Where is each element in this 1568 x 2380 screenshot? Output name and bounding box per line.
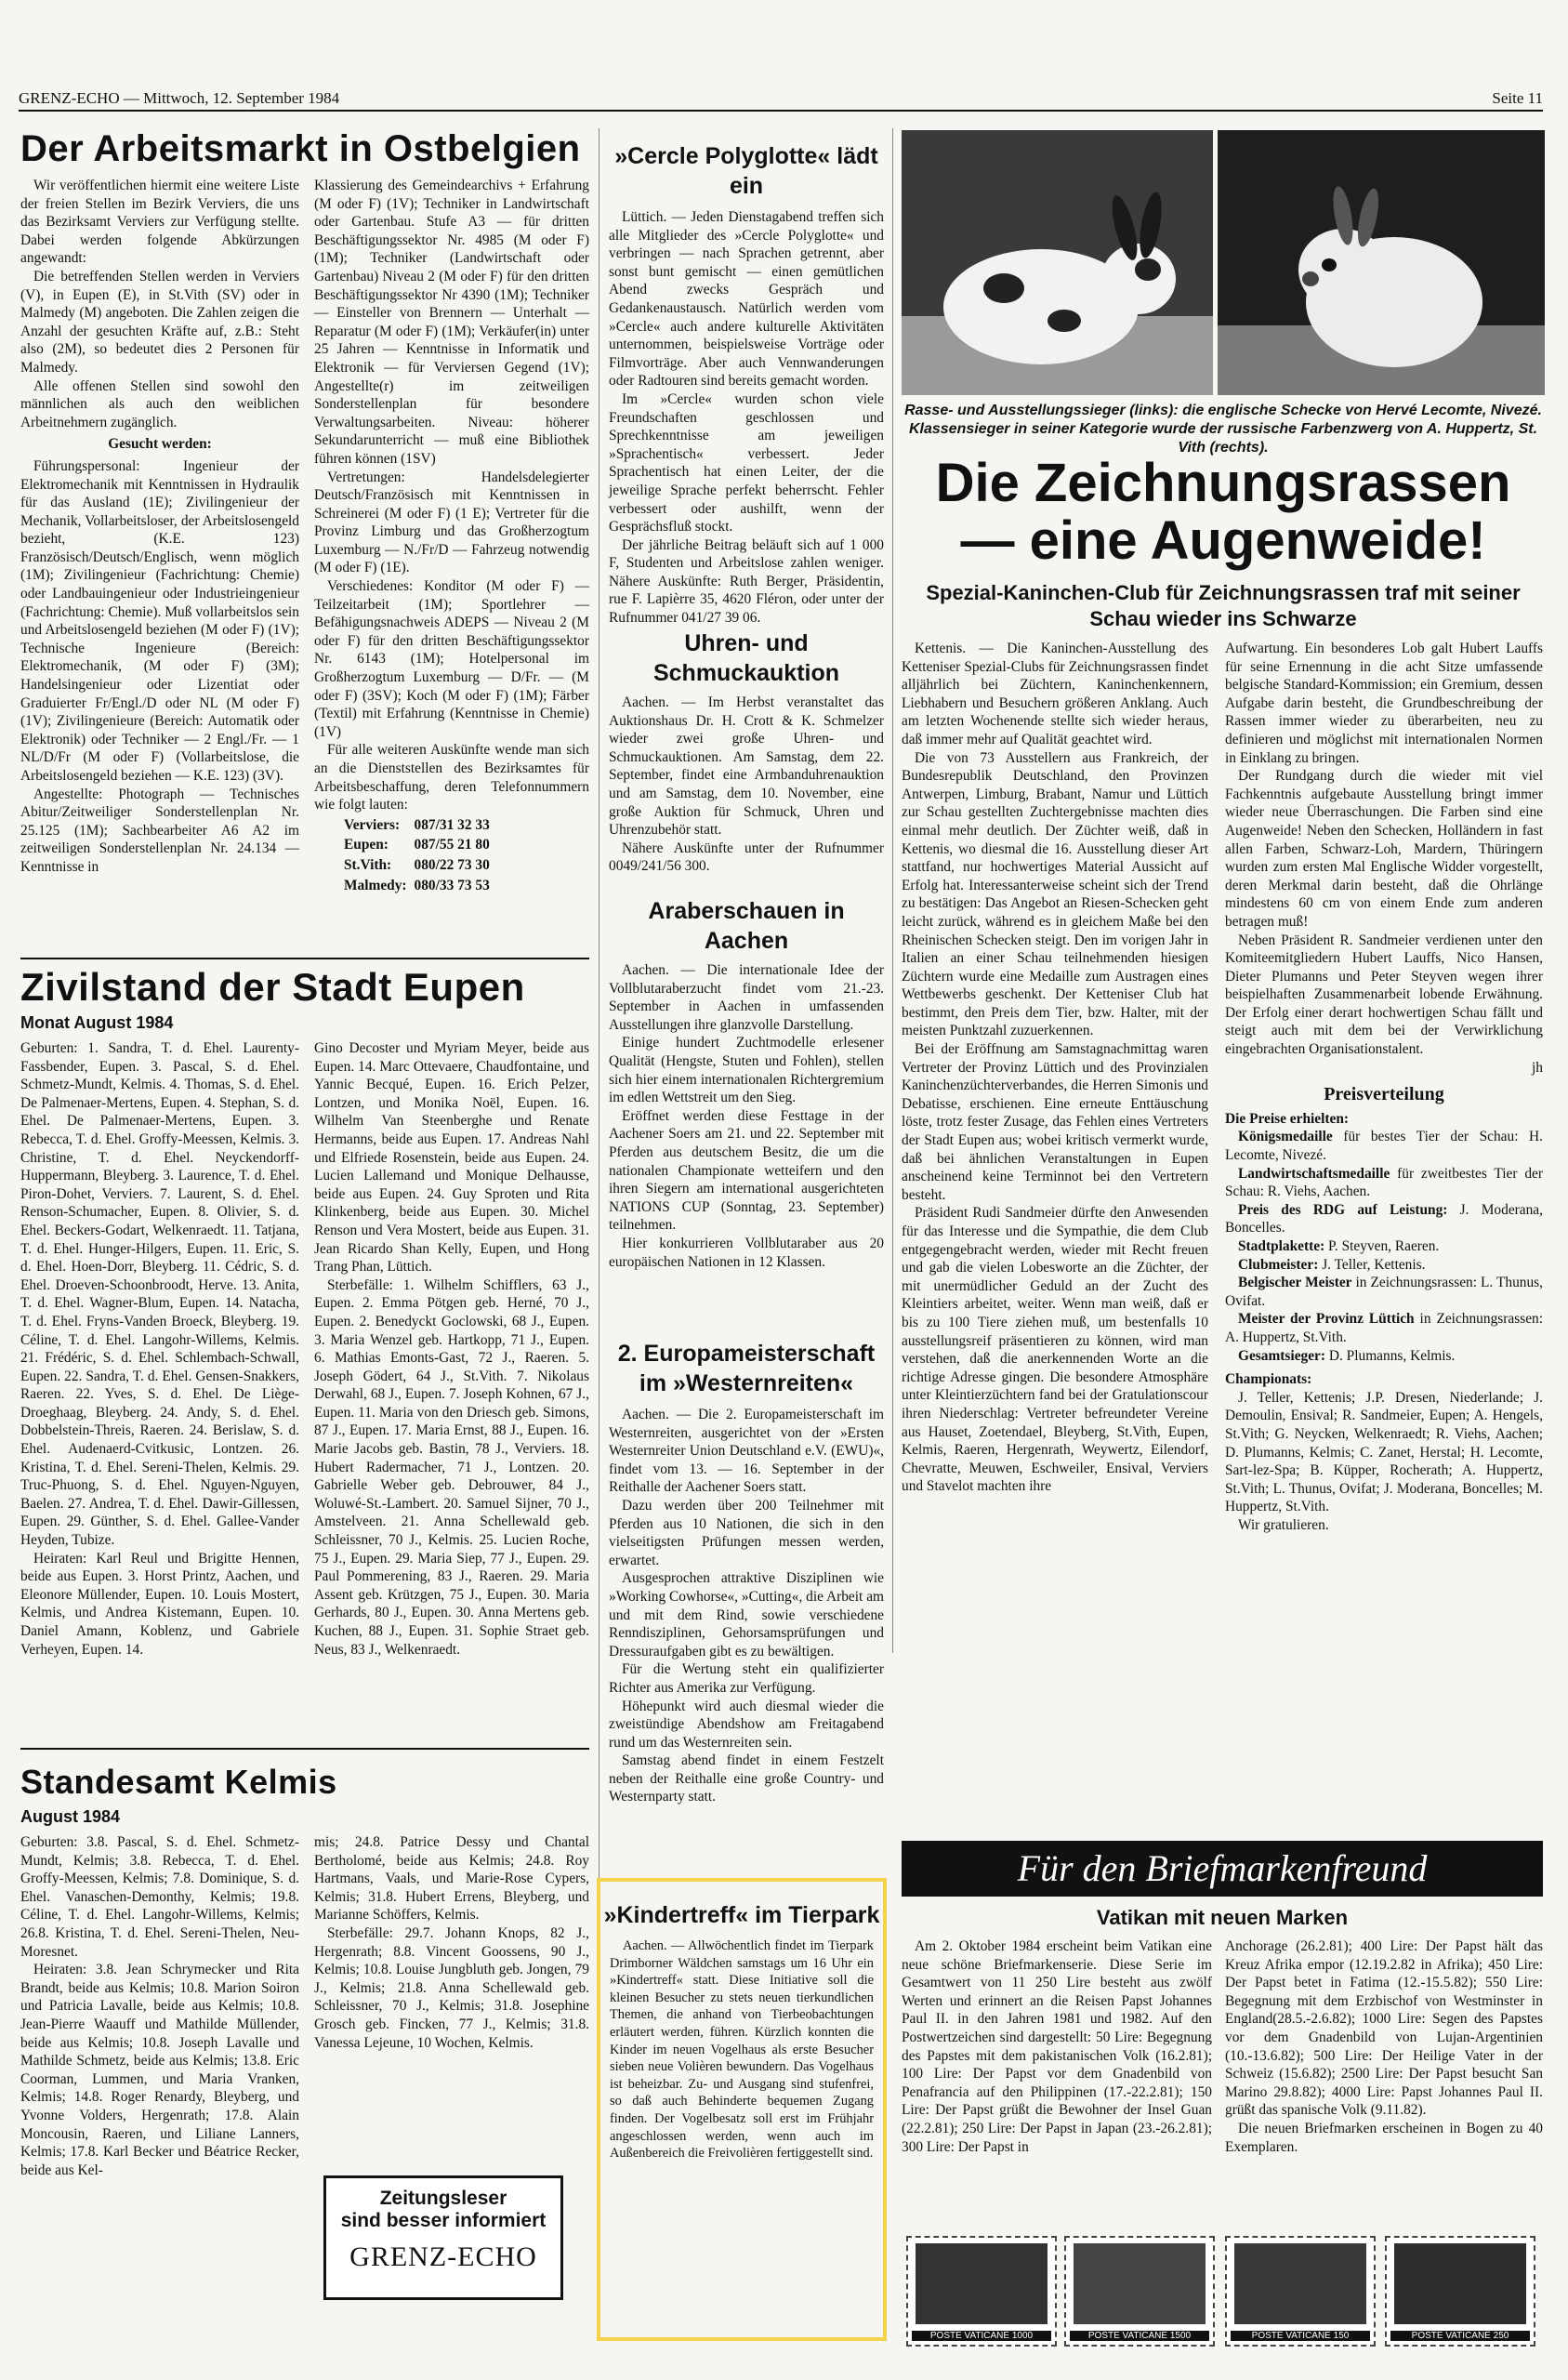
column-rule	[892, 128, 893, 1653]
preis-winner: in Zeichnungsrassen: A. Huppertz, St.Vith.	[1225, 1311, 1543, 1345]
stamp-4	[1385, 2236, 1535, 2347]
briefmarken-text-3: Die neuen Briefmarken erscheinen in Bogen zu 40 Exemplaren.	[1225, 2120, 1543, 2155]
kindertreff-article	[600, 1937, 883, 2162]
stamp-2	[1064, 2236, 1215, 2347]
europa-text-4: Für die Wertung steht ein qualifizierter Richter aus Amerika zur Verfügung.	[609, 1661, 884, 1696]
stamp-image	[1394, 2243, 1526, 2324]
briefmarken-col-2	[1225, 1937, 1543, 2156]
preis-name: Königsmedaille	[1238, 1129, 1333, 1145]
uhren-headline: Uhren- und Schmuckauktion	[652, 630, 840, 686]
preis-item	[1225, 1165, 1543, 1201]
kaninchen-text-5: Aufwartung. Ein besonderes Lob galt Hubert Lauffs für seine Ernennung in die acht Sitze umfassende belgische Standard-Kommission; ein Gremium, dessen Aufgabe darin besteht, die Grundbeschreibung der Rassen immer wieder zu überarbeiten, neu zu definieren und möglichst mit internationalen Normen in Einklang zu bringen.	[1225, 641, 1543, 766]
araber-article	[609, 961, 884, 1271]
divider	[20, 1748, 589, 1750]
zivilstand-sterbefaelle: Sterbefälle: 1. Wilhelm Schifflers, 63 J., Eupen. 2. Emma Pötgen geb. Herné, 70 J., Eupen. 2. Benedyckt Goclowski, 68 J., Eupen. 3. Maria Wenzel geb. Hartkopp, 71 J., Eupen. 6. Mathias Emonts-Gast, 72 J., Raeren. 5. Joseph Gödert, 64 J., St.Vith. 7. Nikolaus Derwahl, 68 J., Eupen. 7. Joseph Kohnen, 67 J., Eupen. 11. Maria von den Driesch geb. Simons, 87 J., Eupen. 17. Maria Ernst, 88 J., Eupen. 16. Marie Jacobs geb. Bastin, 78 J., Verviers. 18. Hubert Radermacher, 71 J., Lontzen. 20. Gabrielle Weber geb. Debrouwer, 84 J., Woluwé-St.-Lambert. 20. Samuel Sijner, 70 J., Amstelveen. 21. Anna Schellewald geb. Schleissner, 70 J., Kelmis. 25. Lucien Roche, 75 J., Eupen. 29. Maria Siep, 77 J., Eupen. 29. Paul Pommerening, 83 J., Raeren. 29. Maria Assent geb. Krützgen, 75 J., Eupen. 30. Maria Gerhards, 80 J., Eupen. 30. Anna Mertens geb. Kuchen, 88 J., Eupen. 31. Sophie Straet geb. Neus, 83 J., Welkenraedt.	[314, 1276, 589, 1658]
kaninchen-subtitle: Spezial-Kaninchen-Club für Zeichnungsrassen traf mit seiner Schau wieder ins Schwarze	[926, 581, 1521, 630]
kaninchen-signature: jh	[1532, 1059, 1543, 1076]
arbeitsmarkt-gesucht: Gesucht werden:	[108, 436, 212, 453]
stamp-1	[906, 2236, 1057, 2347]
standesamt-col-1	[20, 1833, 299, 2179]
cercle-article	[609, 208, 884, 628]
araber-text-4: Hier konkurrieren Vollblutaraber aus 20 europäischen Nationen in 12 Klassen.	[609, 1235, 884, 1270]
briefmarken-text-1: Am 2. Oktober 1984 erscheint beim Vatikan eine neue schöne Briefmarkenserie. Diese Serie im Gesamtwert von 11 250 Lire besteht aus zwölf Werten und erinnert an die Reisen Papst Johannes Paul II. in den Jahren 1981 und 1982. Auf den Postwertzeichen sind dargestellt: 50 Lire: Begegnung des Papstes mit dem pakistanischen Volk (16.2.81); 100 Lire: Der Papst vor dem Gnadenbild von Penafrancia auf den Philippinen (17.-22.2.81); 150 Lire: Der Papst grüßt die Bewohner der Insel Guan (22.2.81); 250 Lire: Der Papst in Japan (23.-26.2.81); 300 Lire: Der Papst in	[902, 1938, 1212, 2155]
kaninchen-text-2: Die von 73 Ausstellern aus Frankreich, der Bundesrepublik Deutschland, den Provinzen Antwerpen, Limburg, Brabant, Namur und Lüttich zur Schau gestellten Zuchtergebnisse machten dies einmal mehr deutlich. Der Züchter weiß, daß in Kettenis, wo diesmal die 16. Ausstellung dieser Art stattfand, nur hochwertiges Material Aussicht auf Erfolg hat. Interessanterweise scheint sich der Trend zu bestätigen: Das Angebot an Riesen-Schecken geht leicht zurück, während es in gleichem Maße bei den Rheinischen Schecken steigt. Den im vorigen Jahr in Italien an einer Schau teilnehmenden hiesigen Züchtern wurde eine Medaille zum Austragen eines Wettbewerbs geschenkt. Der Ketteniser Club hat bestimmt, den Preis dem Tier, bzw. Halter, mit der meisten Punktzahl zuzuerkennen.	[902, 749, 1208, 1039]
zivilstand-col-2	[314, 1039, 589, 1659]
standesamt-col-2	[314, 1833, 589, 2052]
stamp-image	[916, 2243, 1048, 2324]
kaninchen-text-6: Der Rundgang durch die wieder mit viel Fachkenntnis aufgebaute Ausstellung bringt immer wieder neue Überraschungen. Die Farben sind eine Augenweide! Neben den Schecken, Holländern in fast allen Farben, Schwarz-Loh, Mardern, Thüringern wurden zum ersten Mal Englische Widder vorgestellt, deren Merkmal darin besteht, daß die Ohrlänge mindestens 60 cm von einem Ende zum anderen betragen muß!	[1225, 768, 1543, 930]
kaninchen-col-1	[902, 640, 1208, 1496]
preis-name: Clubmeister:	[1238, 1256, 1319, 1273]
phone-number: 080/33 73 53	[414, 877, 490, 893]
preis-item	[1225, 1256, 1543, 1275]
zivilstand-heiraten-continued: Gino Decoster und Myriam Meyer, beide aus Eupen. 14. Marc Ottevaere, Chaudfontaine, und Yannic Becqué, Eupen. 16. Erich Pelzer, Lontzen, und Monika Noël, Eupen. 16. Wilhelm Van Steenberghe und Renate Hermanns, beide aus Eupen. 17. Andreas Nahl und Elfriede Rosenstein, beide aus Eupen. 24. Lucien Lallemand und Monique Delhausse, beide aus Eupen. 24. Guy Sproten und Rita Klinkenberg, beide aus Eupen. 30. Michel Renson und Vera Mostert, beide aus Eupen. 31. Jean Ricardo Shan Kelly, Eupen, und Hong Trang Phan, Lüttich.	[314, 1040, 589, 1276]
preis-winner: J. Moderana, Boncelles.	[1225, 1201, 1543, 1236]
araber-headline: Araberschauen in Aachen	[648, 898, 845, 954]
phone-place: Malmedy:	[344, 877, 407, 893]
rabbit-photo-left-image	[902, 130, 1213, 395]
kindertreff-box	[597, 1878, 887, 2341]
standesamt-heiraten: Heiraten: 3.8. Jean Schrymecker und Rita Brandt, beide aus Kelmis; 10.8. Marion Soiron und Patricia Lavalle, beide aus Kelmis; 10.8. Jean-Pierre Waauff und Mathilde Müllender, beide aus Kelmis; 10.8. Joseph Lavalle und Mathilde Schmetz, beide aus Kelmis; 13.8. Eric Coorman, Lummen, und Maria Vranken, Kelmis; 14.8. Roger Renardy, Bleyberg, und Yvonne Volders, Hergenrath; 17.8. Alain Moncousin, Raeren, und Liliane Lanners, Kelmis; 17.8. Karl Becker und Béatrice Recker, beide aus Kel-	[20, 1962, 299, 2178]
arbeitsmarkt-intro: Wir veröffentlichen hiermit eine weitere Liste der freien Stellen im Bezirk Verviers, die uns das Bezirksamt Verviers zur Verfügung stellte. Dabei werden folgende Abkürzungen angewandt:	[20, 178, 299, 267]
arbeitsmarkt-angestellte: Angestellte: Photograph — Technisches Abitur/Zeitweiliger Sonderstellenplan Nr. 25.125 (1M); Sachbearbeiter A6 A2 im zeitweiligen Sonderstellenplan Nr. 24.134 — Kenntnisse in	[20, 786, 299, 875]
preis-name: Meister der Provinz Lüttich	[1238, 1311, 1415, 1328]
rabbit-photo-caption: Rasse- und Ausstellungssieger (links): die englische Schecke von Hervé Lecomte, Nivezé. Klassensieger in seiner Kategorie wurde der russische Farbenzwerg von A. Huppertz, St. Vith (rechts).	[904, 403, 1542, 456]
preis-winner: J. Teller, Kettenis.	[1318, 1256, 1426, 1273]
europa-text-3: Ausgesprochen attraktive Disziplinen wie »Working Cowhorse«, »Cutting«, die Arbeit am und mit dem Rind, sowie verschiedene Renndisziplinen, Gehorsamsprüfungen und Dressuraufgaben gibt es zu bewältigen.	[609, 1570, 884, 1659]
briefmarken-banner: Für den Briefmarkenfreund	[902, 1841, 1543, 1897]
standesamt-heiraten-continued: mis; 24.8. Patrice Dessy und Chantal Bertholomé, beide aus Kelmis; 24.8. Roy Hartmans, Vaals, und Marie-Rose Cypers, Kelmis; 31.8. Hubert Errens, Bleyberg, und Marianne Schöffers, Kelmis.	[314, 1834, 589, 1924]
masthead	[19, 89, 1543, 112]
araber-text-2: Einige hundert Zuchtmodelle erlesener Qualität (Hengste, Stuten und Fohlen), stellen sich hier einem internationalen Richtergremium im edlen Wettstreit um den Sieg.	[609, 1035, 884, 1106]
standesamt-sterbefaelle: Sterbefälle: 29.7. Johann Knops, 82 J., Hergenrath; 8.8. Vincent Goossens, 90 J., Kelmis; 10.8. Louise Jungbluth geb. Jongen, 79 J., Kelmis; 21.8. Anna Schellewald geb. Schleissner, 70 J., Kelmis; 31.8. Josephine Grosch geb. Fincken, 77 J., Kelmis; 31.8. Vanessa Lejeune, 10 Wochen, Kelmis.	[314, 1924, 589, 2051]
stamp-label: POSTE VATICANE 1000	[912, 2331, 1051, 2341]
stamp-label: POSTE VATICANE 250	[1390, 2331, 1530, 2341]
zivilstand-heiraten: Heiraten: Karl Reul und Brigitte Hennen, beide aus Eupen. 3. Horst Printz, Aachen, und Eleonore Müllender, Eupen. 10. Louis Mostert, Kelmis, und Andrea Kistemann, Eupen. 10. Daniel Amann, Koblenz, und Gabriele Verheyen, Eupen. 14.	[20, 1550, 299, 1658]
arbeitsmarkt-verschiedenes: Verschiedenes: Konditor (M oder F) — Teilzeitarbeit (1M); Sportlehrer — Befähigungsnachweis ADEPS — Niveau 2 (M oder F) für den dritten Beschäftigungssektor Nr. 6143 (1M); Hotelpersonal im Großherzogtum Luxemburg — D/Fr. — (M oder F) (3SV); Koch (M oder F) (1M); Färber (Textil) mit Erfahrung (Kenntnisse in Chemie) (1V)	[314, 578, 589, 740]
arbeitsmarkt-phone-table	[342, 814, 497, 896]
phone-place: Verviers:	[344, 816, 401, 833]
championats-list: J. Teller, Kettenis; J.P. Dresen, Niederlande; J. Demoulin, Ensival; R. Sandmeier, Eupen; A. Hengels, St.Vith; G. Neycken, Welkenraedt; R. Viehs, Aachen; D. Plumanns, Kelmis; C. Zanet, Herstal; H. Lecomte, Sart-lez-Spa; B. Küpper, Rocherath; A. Huppertz, St.Vith; L. Thunus, Ovifat; J. Moderana, Boncelles; M. Huppertz, St.Vith.	[1225, 1389, 1543, 1515]
kaninchen-text-7: Neben Präsident R. Sandmeier verdienen unter den Komiteemitgliedern Hubert Lauffs, Nico Hansen, Dieter Plumanns und Peter Steyven wegen ihrer beispielhaften Zusammenarbeit lobende Erwähnung. Der Erfolg einer derart hochwertigen Schau fällt und steigt auch mit dem bei der Verwirklichung eingebrachten Organisationstalent.	[1225, 932, 1543, 1058]
cercle-headline: »Cercle Polyglotte« lädt ein	[614, 143, 878, 199]
kindertreff-text: Aachen. — Allwöchentlich findet im Tierpark Drimborner Wäldchen samstags um 16 Uhr ein »Kindertreff« statt. Diese Initiative soll die kleinen Besucher zu stets neuen tierkundlichen Themen, die anhand von Tierbeobachtungen erläutert werden, führen. Kürzlich konnten die Kinder im neuen Vogelhaus als erste Besucher sieben neue Volièren bewundern. Das Vogelhaus ist beheizbar. Zu- und Ausgang sind stufenfrei, so daß auch Behinderte bequemen Zugang finden. Der Vogelbesatz soll erst im Frühjahr angeschlossen werden, wenn auch im Außenbereich die Freivolièren fertiggestellt sind.	[610, 1938, 874, 2162]
standesamt-geburten: Geburten: 3.8. Pascal, S. d. Ehel. Schmetz-Mundt, Kelmis; 3.8. Rebecca, T. d. Ehel. Groffy-Meessen, Kelmis; 7.8. Dominique, S. d. Ehel. Vanaschen-Demonthy, Kelmis; 19.8. Céline, T. d. Ehel. Langohr-Willems, Kelmis; 26.8. Kristina, T. d. Ehel. Sereni-Thelen, Neu-Moresnet.	[20, 1834, 299, 1960]
europa-text-6: Samstag abend findet in einem Festzelt neben der Reithalle eine große Country- und Westernparty statt.	[609, 1752, 884, 1805]
europa-text-1: Aachen. — Die 2. Europameisterschaft im Westernreiten, ausgerichtet von der »Ersten Westernreiter Union Deutschland e.V. (EWU)«, findet vom 13. — 16. September in der Reithalle der Aachener Soers statt.	[609, 1407, 884, 1496]
preis-name: Stadtplakette:	[1238, 1238, 1325, 1254]
europa-headline: 2. Europameisterschaft im »Westernreiten«	[617, 1341, 876, 1396]
phone-row	[344, 816, 495, 835]
briefmarken-col-1	[902, 1937, 1212, 2156]
stamp-3	[1225, 2236, 1376, 2347]
preis-heading: Preisverteilung	[1324, 1084, 1444, 1105]
cercle-text-2: Im »Cercle« wurden schon viele Freundschaften geschlossen und Sprechkenntnisse am jeweiligen »Sprachentisch« verbessert. Jeder Sprachentisch hat einen Leiter, der die jeweilige Sprache perfekt beherrscht. Fehler verbessert oder aushilft, wenn der Gesprächsfluß stockt.	[609, 390, 884, 536]
rabbit-photo-right	[1218, 130, 1545, 395]
divider	[20, 958, 589, 959]
kaninchen-col-2	[1225, 640, 1543, 1535]
preis-item	[1225, 1201, 1543, 1237]
arbeitsmarkt-fuehrung: Führungspersonal: Ingenieur der Elektromechanik mit Kenntnissen in Hydraulik für das Ausland (1E); Zivilingenieur der Mechanik, Vollarbeitsloser, der Arbeitslosengeld bezieht, (K.E. 123) Französisch/Deutsch/Englisch, wenn möglich (1M); Zivilingenieur (Fachrichtung: Chemie) oder Landbauingenieur oder Industrieingenieur (Fachrichtung: Chemie). Muß vollarbeitslos sein und Arbeitslosengeld beziehen (M oder F) (1V); Technische Ingenieure (Bereich: Elektromechanik, (M oder F) (3M); Handelsingenieur oder Lizentiat oder Graduierter Fr/Engl./D oder NL (M oder F) (1V); Zivilingenieure (Bereich: Automatik oder Elektronik) oder Techniker — 2 Engl./Fr. — 1 NL/D/Fr (M oder F) (Vollarbeitslose, die Arbeitslosengeld beziehen — K.E. 123) (3V).	[20, 457, 299, 784]
arbeitsmarkt-continued: Klassierung des Gemeindearchivs + Erfahrung (M oder F) (1V); Techniker in Landwirtschaft oder Gartenbau. Stufe A3 — für dritten Beschäftigungssektor Nr. 4985 (M oder F) (1M); Techniker (Landwirtschaft oder Gartenbau) Niveau 2 (M oder F) für den dritten Beschäftigungssektor Nr 4390 (1M); Techniker — Einsteller von Brennern — Unterhalt — Reparatur (M oder F) (1M); Verkäufer(in) unter 25 Jahren — Kenntnisse in Informatik und Elektronik — für Verviersen Gegend (1V); Angestellte(r) im zeitweiligen Sonderstellenplan für besondere Verwaltungsarbeiten. Niveau: höherer Sekundarunterricht — muß eine Bibliothek führen können (1SV)	[314, 178, 589, 467]
phone-number: 087/31 32 33	[414, 816, 490, 833]
stamp-label: POSTE VATICANE 150	[1231, 2331, 1370, 2341]
europa-text-2: Dazu werden über 200 Teilnehmer mit Pferden aus 10 Nationen, die sich in den vielseitigsten Prüfungen messen werden, erwartet.	[609, 1497, 884, 1568]
grenz-echo-ad	[323, 2175, 563, 2300]
phone-row	[344, 836, 495, 854]
uhren-article	[609, 694, 884, 876]
arbeitsmarkt-auskuenfte: Für alle weiteren Auskünfte wende man sich an die Dienststellen des Bezirksamtes für Arbeitsbeschaffung, deren Telefonnummern wie folgt lauten:	[314, 742, 589, 813]
phone-number: 080/22 73 30	[414, 856, 490, 873]
preis-item	[1225, 1310, 1543, 1346]
preis-item	[1225, 1347, 1543, 1366]
arbeitsmarkt-vertretungen: Vertretungen: Handelsdelegierter Deutsch/Französisch mit Kenntnissen in Schreinerei (M oder F) (1 E); Vertreter für die Provinz Limburg und das Großherzogtum Luxemburg — N./Fr/D — Fahrzeug notwendig (M oder F) (1E).	[314, 469, 589, 576]
kaninchen-headline-1: Die Zeichnungsrassen	[935, 453, 1511, 513]
arbeitsmarkt-explain: Die betreffenden Stellen werden in Verviers (V), in Eupen (E), in St.Vith (SV) oder in Malmedy (M) angeboten. Die Zahlen zeigen die Anzahl der gesuchten Kräfte auf, z.B.: Steht also (2M), so bedeutet dies 2 Personen für Malmedy.	[20, 268, 299, 376]
preis-name: Landwirtschaftsmedaille	[1238, 1165, 1390, 1182]
phone-row	[344, 856, 495, 875]
kaninchen-text-1: Kettenis. — Die Kaninchen-Ausstellung des Ketteniser Spezial-Clubs für Zeichnungsrassen findet alljährlich bei Züchtern, Kaninchenkennern, Liebhabern und Besuchern größeren Anklang. Auch am letzten Wochenende stellte sich wieder heraus, daß immer mehr auf Qualität geachtet wird.	[902, 641, 1208, 747]
rabbit-photo-right-image	[1218, 130, 1545, 395]
araber-text-1: Aachen. — Die internationale Idee der Vollblutaraberzucht findet vom 21.-23. September in Aachen in umfassenden Ausstellungen ihre glanzvolle Darstellung.	[609, 962, 884, 1033]
arbeitsmarkt-col-1	[20, 177, 299, 877]
briefmarken-headline: Vatikan mit neuen Marken	[1096, 1906, 1349, 1929]
europa-text-5: Höhepunkt wird auch diesmal wieder die zweistündige Abendshow am Freitagabend rund um das Westernreiten sein.	[609, 1698, 884, 1751]
cercle-text-1: Lüttich. — Jeden Dienstagabend treffen sich alle Mitglieder des »Cercle Polyglotte« und verbringen — nach Sprachen getrennt, aber sonst bunt gemischt — einen gemütlichen Abend zwecks Gespräch und Gedankenaustausch. Natürlich werden vom »Cercle« auch andere kulturelle Aktivitäten unternommen, beispielsweise Vorträge oder Filmvorträge. Aber auch Vennwanderungen oder Radtouren sind bereits gemacht worden.	[609, 209, 884, 390]
standesamt-headline: Standesamt Kelmis	[20, 1763, 337, 1801]
stamp-label: POSTE VATICANE 1500	[1070, 2331, 1209, 2341]
zivilstand-headline: Zivilstand der Stadt Eupen	[20, 965, 525, 1009]
ad-logo: GRENZ-ECHO	[349, 2241, 537, 2272]
championats-heading: Championats:	[1225, 1371, 1312, 1388]
arbeitsmarkt-headline: Der Arbeitsmarkt in Ostbelgien	[20, 128, 581, 169]
preis-winner: in Zeichnungsrassen: L. Thunus, Ovifat.	[1225, 1275, 1543, 1309]
kaninchen-text-3: Bei der Eröffnung am Samstagnachmittag waren Vertreter der Provinz Lüttich und des Provinzialen Kaninchenzüchterverbandes, die Herren Simonis und Debatisse, erschienen. Eine erneute Enttäuschung löste, trotz fester Zusage, das Fehlen eines Vertreters der Stadt Eupen aus; wobei kritisch vermerkt wurde, daß bei ähnlichen Veranstaltungen in Eupen anscheinend keine Terminnot bei den Vertretern besteht.	[902, 1041, 1208, 1203]
ad-line-1: Zeitungsleser	[379, 2188, 507, 2209]
preis-winner: D. Plumanns, Kelmis.	[1325, 1347, 1456, 1364]
briefmarken-text-2: Anchorage (26.2.81); 400 Lire: Der Papst hält das Kreuz Afrika empor (12.19.2.82 in Afrika); 450 Lire: Der Papst betet in Fatima (12.-15.5.82); 550 Lire: Begegnung mit dem Erzbischof von Westminster in England(28.5.-2.6.82); 1000 Lire: Segen des Papstes vor dem Gnadenbild von Lujan-Argentinien (10.-13.6.82); 500 Lire: Der Heilige Vater in der Schweiz (15.6.82); 2500 Lire: Der Papst besucht San Marino 29.8.82); 4000 Lire: Papst Johannes Paul II. grüßt das spanische Volk (9.11.82).	[1225, 1938, 1543, 2119]
kindertreff-headline: »Kindertreff« im Tierpark	[603, 1902, 880, 1928]
europa-article	[609, 1406, 884, 1806]
phone-row	[344, 877, 495, 895]
zivilstand-geburten: Geburten: 1. Sandra, T. d. Ehel. Laurenty-Fassbender, Eupen. 3. Pascal, S. d. Ehel. Schmetz-Mundt, Kelmis. 4. Thomas, S. d. Ehel. De Palmenaer-Mertens, Eupen. 4. Stephan, S. d. Ehel. De Palmenaer-Mertens, Eupen. 3. Rebecca, T. d. Ehel. Groffy-Meessen, Kelmis. 3. Christine, T. d. Ehel. Neyckendorff-Huppermann, Bleyberg. 3. Laurence, T. d. Ehel. Piron-Dohet, Verviers. 7. Laurent, S. d. Ehel. Renson-Schumacher, Eupen. 8. Olivier, S. d. Ehel. Beckers-Godart, Welkenraedt. 11. Tatjana, T. d. Ehel. Hunger-Hilgers, Eupen. 11. Eric, S. d. Ehel. Hoen-Dorr, Bleyberg. 11. Cédric, S. d. Ehel. Droeven-Schoonbroodt, Herve. 13. Anita, T. d. Ehel. Wagner-Blum, Eupen. 14. Natacha, T. d. Ehel. Fryns-Vanden Broeck, Bleyberg. 19. Céline, T. d. Ehel. Langohr-Willems, Kelmis. 21. Frédéric, S. d. Ehel. Schlembach-Schwall, Eupen. 22. Sandra, T. d. Ehel. Gensen-Snakkers, Raeren. 22. Yves, S. d. Ehel. De Liège-Droeghaag, Bleyberg. 24. Andy, S. d. Ehel. Dobbelstein-Threis, Raeren. 24. Berislaw, S. d. Ehel. Audenaerd-Cvitkusic, Lontzen. 26. Kristina, T. d. Ehel. Sereni-Thelen, Kelmis. 29. Truc-Phuong, S. d. Ehel. Nguyen-Nguyen, Baelen. 27. Andrea, T. d. Ehel. Dawir-Gillessen, Eupen. 29. Günther, S. d. Ehel. Gallee-Vander Heyden, Tubize.	[20, 1040, 299, 1549]
kaninchen-headline-2: — eine Augenweide!	[960, 510, 1486, 571]
masthead-date: GRENZ-ECHO — Mittwoch, 12. September 1984	[19, 89, 340, 107]
preis-item	[1225, 1274, 1543, 1310]
masthead-page-number: Seite 11	[1492, 89, 1543, 107]
phone-place: Eupen:	[344, 837, 389, 853]
cercle-text-3: Der jährliche Beitrag beläuft sich auf 1 000 F, Studenten und Arbeitslose zahlen weniger. Nähere Auskünfte: Ruth Berger, Präsidentin, rue F. Lapièrre 35, 4620 Fléron, oder unter der Rufnummer 041/27 39 06.	[609, 536, 884, 627]
phone-number: 087/55 21 80	[414, 837, 490, 853]
araber-text-3: Eröffnet werden diese Festtage in der Aachener Soers am 21. und 22. September mit Pferden aus deutschem Besitz, die um die nationalen Championate wetteifern und den ihren Siegern am international ausgerichteten NATIONS CUP (Sonntag, 23. September) teilnehmen.	[609, 1107, 884, 1234]
championats-end: Wir gratulieren.	[1238, 1516, 1329, 1533]
kaninchen-text-4: Präsident Rudi Sandmeier dürfte den Anwesenden für das Interesse und die Sympathie, die dem Club entgegengebracht werden, wieder mit Recht freuen und gab die vielen Lobesworte an die Züchter, der mit unermüdlicher Geduld an der Zucht des Kleintiers arbeitet, weiter. Wenn man weiß, daß er bis zu 100 Tiere ziehen muß, um bestenfalls 10 ausstellungsreif präsentieren zu können, wird man verstehen, daß die anerkennenden Worte an die richtige Adresse gingen. Die besondere Atmosphäre unter Kleintierzüchtern fand bei der Gratulationscour ihren Niederschlag: Vertreter befreundeter Vereine aus Hauset, Zoetendael, Bleyberg, St.Vith, Eupen, Kelmis, Raeren, Hergenrath, Weywertz, Eilendorf, Chevratte, Meuwen, Eschweiler, Ensival, Verviers und Stavelot machten ihre	[902, 1205, 1208, 1495]
uhren-text-1: Aachen. — Im Herbst veranstaltet das Auktionshaus Dr. H. Crott & K. Schmelzer wieder zwei große Uhren- und Schmuckauktionen. Am Samstag, dem 22. September, findet eine Armbanduhrenauktion und am Samstag, dem 10. November, eine große Auktion für Schmuck, Uhren und Uhrenzubehör statt.	[609, 694, 884, 839]
arbeitsmarkt-access: Alle offenen Stellen sind sowohl den männlichen als auch den weiblichen Arbeitnehmern zugänglich.	[20, 377, 299, 430]
rabbit-photo-left	[902, 130, 1213, 395]
ad-line-2: sind besser informiert	[340, 2210, 547, 2231]
zivilstand-col-1	[20, 1039, 299, 1659]
preis-item	[1225, 1128, 1543, 1164]
preis-winner: P. Steyven, Raeren.	[1324, 1238, 1440, 1254]
preis-winner: für bestes Tier der Schau: H. Lecomte, Nivezé.	[1225, 1129, 1543, 1164]
standesamt-month: August 1984	[20, 1807, 121, 1826]
preis-intro: Die Preise erhielten:	[1225, 1110, 1350, 1127]
phone-place: St.Vith:	[344, 856, 392, 873]
arbeitsmarkt-col-2	[314, 177, 589, 896]
preis-name: Gesamtsieger:	[1238, 1347, 1326, 1364]
zivilstand-month: Monat August 1984	[20, 1013, 174, 1032]
uhren-text-2: Nähere Auskünfte unter der Rufnummer 0049/241/56 300.	[609, 840, 884, 875]
preis-name: Preis des RDG auf Leistung:	[1238, 1201, 1448, 1218]
preis-name: Belgischer Meister	[1238, 1275, 1352, 1291]
stamp-image	[1074, 2243, 1206, 2324]
preis-item	[1225, 1237, 1543, 1256]
preis-winner: für zweitbestes Tier der Schau: R. Viehs, Aachen.	[1225, 1165, 1543, 1200]
stamp-image	[1234, 2243, 1366, 2324]
